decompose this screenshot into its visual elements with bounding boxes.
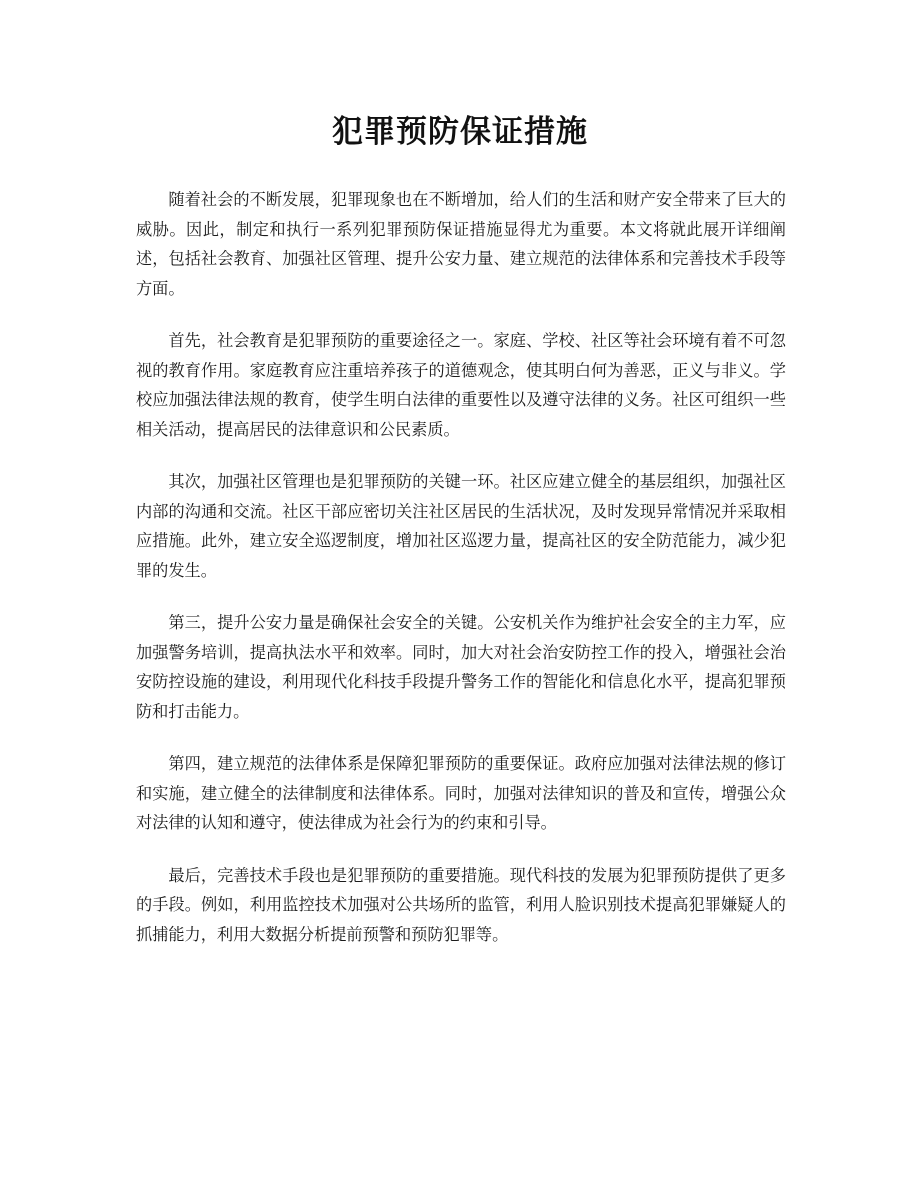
- paragraph-legal-system: 第四，建立规范的法律体系是保障犯罪预防的重要保证。政府应加强对法律法规的修订和实施，建立健全的法律制度和法律体系。同时，加强对法律知识的普及和宣传，增强公众对法律的认知和遵守，使法律成为社会行为的约束和引导。: [136, 754, 786, 832]
- document-body: [136, 185, 786, 972]
- document-title: 犯罪预防保证措施: [332, 114, 588, 150]
- paragraph-public-security: 第三，提升公安力量是确保社会安全的关键。公安机关作为维护社会安全的主力军，应加强警务培训，提高执法水平和效率。同时，加大对社会治安防控工作的投入，增强社会治安防控设施的建设，利用现代化科技手段提升警务工作的智能化和信息化水平，提高犯罪预防和打击能力。: [136, 613, 786, 721]
- paragraph-technology: 最后，完善技术手段也是犯罪预防的重要措施。现代科技的发展为犯罪预防提供了更多的手段。例如，利用监控技术加强对公共场所的监管，利用人脸识别技术提高犯罪嫌疑人的抓捕能力，利用大数据分析提前预警和预防犯罪等。: [136, 865, 786, 944]
- paragraph-social-education: 首先，社会教育是犯罪预防的重要途径之一。家庭、学校、社区等社会环境有着不可忽视的教育作用。家庭教育应注重培养孩子的道德观念，使其明白何为善恶，正义与非义。学校应加强法律法规的教育，使学生明白法律的重要性以及遵守法律的义务。社区可组织一些相关活动，提高居民的法律意识和公民素质。: [136, 331, 786, 439]
- paragraph-intro: 随着社会的不断发展，犯罪现象也在不断增加，给人们的生活和财产安全带来了巨大的威胁。因此，制定和执行一系列犯罪预防保证措施显得尤为重要。本文将就此展开详细阐述，包括社会教育、加强社区管理、提升公安力量、建立规范的法律体系和完善技术手段等方面。: [136, 190, 786, 298]
- paragraph-community-management: 其次，加强社区管理也是犯罪预防的关键一环。社区应建立健全的基层组织，加强社区内部的沟通和交流。社区干部应密切关注社区居民的生活状况，及时发现异常情况并采取相应措施。此外，建立安全巡逻制度，增加社区巡逻力量，提高社区的安全防范能力，减少犯罪的发生。: [136, 472, 786, 580]
